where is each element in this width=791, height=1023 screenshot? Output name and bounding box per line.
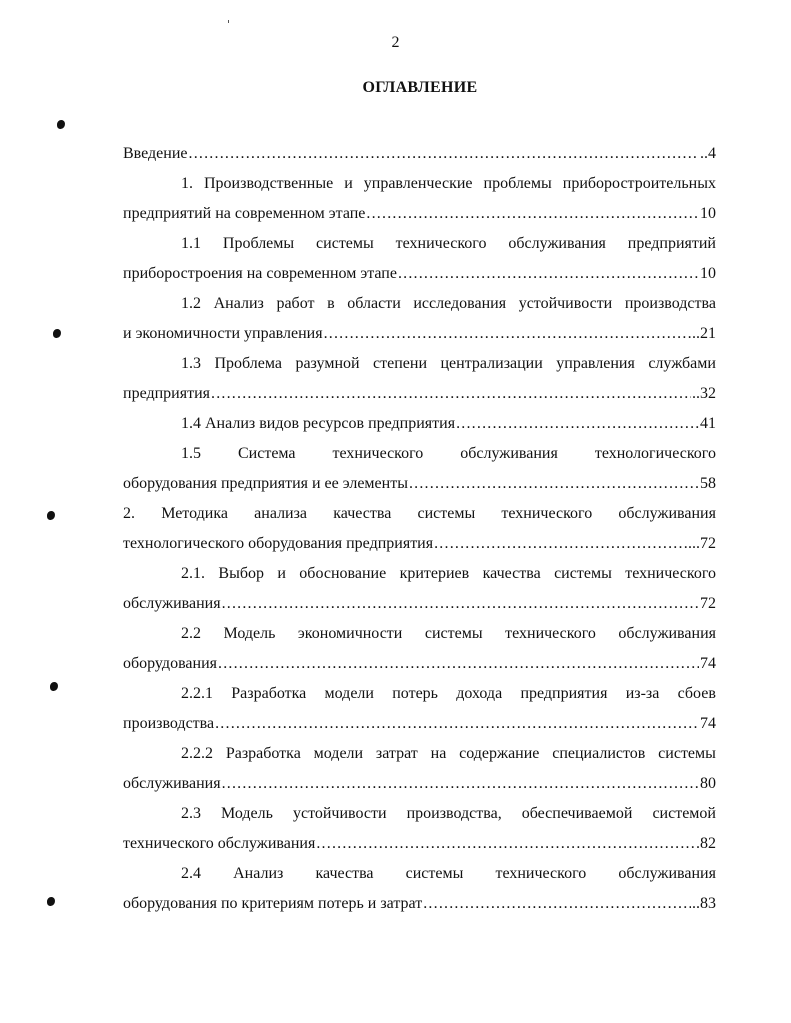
toc-word: в <box>327 295 335 312</box>
toc-word: 2.2.1 <box>181 685 213 702</box>
toc-entry-text: оборудования <box>123 655 217 672</box>
toc-entry[interactable] <box>123 799 716 859</box>
toc-word: технического <box>501 505 593 522</box>
toc-word: потерь <box>392 685 438 702</box>
toc-word: системы <box>554 565 612 582</box>
binding-hole-mark <box>53 329 61 338</box>
binding-hole-mark <box>57 120 65 129</box>
toc-entry-text: технического обслуживания <box>123 835 316 852</box>
toc-line <box>123 619 716 649</box>
toc-entry[interactable] <box>123 859 716 919</box>
toc-word: 1. <box>181 175 193 192</box>
toc-line <box>123 529 716 559</box>
toc-entry[interactable] <box>123 559 716 619</box>
dot-leader <box>218 649 699 679</box>
toc-word: и <box>277 565 286 582</box>
toc-page-number: 82 <box>700 835 716 852</box>
toc-word: системы <box>316 235 374 252</box>
toc-word: службами <box>648 355 716 372</box>
toc-line <box>123 199 716 229</box>
toc-word: технического <box>495 865 587 882</box>
binding-hole-mark <box>50 682 58 691</box>
toc-line <box>123 289 716 319</box>
toc-page-number: 74 <box>700 655 716 672</box>
toc-word: анализа <box>254 505 308 522</box>
toc-word: 1.5 <box>181 445 201 462</box>
dot-leader <box>456 409 699 439</box>
toc-word: Методика <box>161 505 228 522</box>
toc-word: обеспечиваемой <box>521 805 633 822</box>
toc-line <box>123 589 716 619</box>
toc-word: обслуживания <box>618 625 716 642</box>
dot-leader <box>398 259 699 289</box>
toc-word: на <box>430 745 447 762</box>
dot-leader <box>366 199 699 229</box>
toc-entry-text: технологического оборудования предприятия <box>123 535 434 552</box>
toc-word: области <box>347 295 401 312</box>
toc-page-number: ..21 <box>692 325 716 342</box>
toc-page-number: 80 <box>700 775 716 792</box>
toc-word: 2.3 <box>181 805 201 822</box>
scan-speck <box>228 20 229 23</box>
toc-line <box>123 499 716 529</box>
toc-entry[interactable] <box>123 409 716 439</box>
toc-entry[interactable] <box>123 679 716 739</box>
toc-entry-text: предприятия <box>123 385 210 402</box>
toc-line <box>123 439 716 469</box>
toc-page-number: 41 <box>700 415 716 432</box>
binding-hole-mark <box>47 897 55 906</box>
dot-leader <box>409 469 699 499</box>
toc-word: Анализ <box>213 295 264 312</box>
toc-page-number: 74 <box>700 715 716 732</box>
toc-word: обоснование <box>299 565 387 582</box>
toc-line <box>123 319 716 349</box>
toc-word: 1.1 <box>181 235 201 252</box>
toc-word: системы <box>658 745 716 762</box>
toc-word: Разработка <box>225 745 301 762</box>
toc-word: Проблема <box>214 355 282 372</box>
dot-leader <box>423 889 691 919</box>
toc-entry-text: обслуживания <box>123 595 221 612</box>
toc-word: приборостроительных <box>562 175 716 192</box>
toc-word: 1.3 <box>181 355 201 372</box>
toc-line <box>123 469 716 499</box>
toc-line <box>123 379 716 409</box>
toc-line <box>123 859 716 889</box>
toc-word: проблемы <box>483 175 552 192</box>
toc-word: качества <box>333 505 392 522</box>
dot-leader <box>189 139 700 169</box>
toc-line <box>123 409 716 439</box>
toc-line <box>123 709 716 739</box>
toc-word: технического <box>625 565 716 582</box>
toc-word: работ <box>276 295 315 312</box>
page-title: ОГЛАВЛЕНИЕ <box>362 79 478 96</box>
toc-page-number: 10 <box>700 205 716 222</box>
toc-word: технического <box>395 235 487 252</box>
toc-word: предприятий <box>627 235 716 252</box>
toc-word: технического <box>505 625 596 642</box>
toc-word: системы <box>424 625 483 642</box>
toc-word: 2.2 <box>181 625 201 642</box>
toc-word: степени <box>373 355 428 372</box>
toc-line <box>123 169 716 199</box>
toc-entry-text: и экономичности управления <box>123 325 323 342</box>
toc-word: критериев <box>399 565 470 582</box>
toc-line <box>123 259 716 289</box>
table-of-contents <box>123 139 716 919</box>
toc-word: централизации <box>440 355 543 372</box>
dot-leader <box>324 319 691 349</box>
toc-line <box>123 889 716 919</box>
toc-word: управленческие <box>363 175 473 192</box>
toc-word: 1.2 <box>181 295 201 312</box>
toc-word: модели <box>313 745 364 762</box>
dot-leader <box>222 769 699 799</box>
toc-entry-text: обслуживания <box>123 775 221 792</box>
toc-word: 2.1. <box>181 565 205 582</box>
toc-word: качества <box>315 865 374 882</box>
page-number: 2 <box>391 34 400 51</box>
toc-line <box>123 769 716 799</box>
toc-entry[interactable] <box>123 169 716 229</box>
toc-line <box>123 349 716 379</box>
toc-word: системы <box>417 505 476 522</box>
dot-leader <box>434 529 687 559</box>
toc-word: технического <box>332 445 424 462</box>
toc-word: предприятия <box>520 685 608 702</box>
toc-word: Модель <box>221 805 273 822</box>
toc-entry-text: 1.4 Анализ видов ресурсов предприятия <box>181 415 456 432</box>
toc-page-number: 10 <box>700 265 716 282</box>
toc-page-number: ..4 <box>700 145 716 162</box>
toc-entry-text: Введение <box>123 145 188 162</box>
toc-word: обслуживания <box>618 865 716 882</box>
toc-entry[interactable] <box>123 619 716 679</box>
toc-word: Разработка <box>231 685 307 702</box>
toc-entry-text: производства <box>123 715 215 732</box>
toc-page-number: 58 <box>700 475 716 492</box>
toc-word: из-за <box>625 685 660 702</box>
toc-word: технологического <box>594 445 716 462</box>
toc-entry-text: предприятий на современном этапе <box>123 205 366 222</box>
binding-hole-mark <box>47 511 55 520</box>
toc-word: системой <box>652 805 716 822</box>
toc-entry[interactable] <box>123 349 716 409</box>
toc-line <box>123 799 716 829</box>
toc-word: экономичности <box>297 625 403 642</box>
toc-entry[interactable] <box>123 439 716 499</box>
toc-word: Система <box>237 445 296 462</box>
toc-entry-text: приборостроения на современном этапе <box>123 265 397 282</box>
dot-leader <box>215 709 699 739</box>
toc-word: качества <box>482 565 541 582</box>
toc-word: исследования <box>413 295 507 312</box>
toc-word: устойчивости <box>292 805 387 822</box>
toc-word: обслуживания <box>460 445 558 462</box>
dot-leader <box>222 589 699 619</box>
toc-entry-text: оборудования предприятия и ее элементы <box>123 475 408 492</box>
toc-word: затрат <box>375 745 418 762</box>
toc-entry[interactable] <box>123 289 716 349</box>
toc-word: Выбор <box>218 565 264 582</box>
toc-word: Проблемы <box>222 235 295 252</box>
dot-leader <box>316 829 699 859</box>
toc-entry[interactable] <box>123 139 716 169</box>
toc-page-number: ..32 <box>692 385 716 402</box>
toc-word: производства, <box>406 805 502 822</box>
toc-word: производства <box>624 295 716 312</box>
toc-word: 2.4 <box>181 865 201 882</box>
toc-word: дохода <box>456 685 503 702</box>
toc-word: содержание <box>459 745 540 762</box>
toc-word: Анализ <box>233 865 284 882</box>
toc-word: Производственные <box>204 175 334 192</box>
toc-word: Модель <box>223 625 276 642</box>
toc-line <box>123 739 716 769</box>
toc-word: управления <box>556 355 635 372</box>
toc-entry[interactable] <box>123 229 716 289</box>
toc-word: сбоев <box>677 685 716 702</box>
toc-line <box>123 829 716 859</box>
toc-word: обслуживания <box>618 505 716 522</box>
toc-line <box>123 679 716 709</box>
toc-line <box>123 139 716 169</box>
toc-word: системы <box>405 865 464 882</box>
toc-word: 2.2.2 <box>181 745 213 762</box>
toc-entry-text: оборудования по критериям потерь и затрат <box>123 895 423 912</box>
toc-word: специалистов <box>552 745 646 762</box>
toc-line <box>123 649 716 679</box>
toc-page-number: ...72 <box>688 535 716 552</box>
toc-line <box>123 229 716 259</box>
toc-word: разумной <box>295 355 360 372</box>
toc-line <box>123 559 716 589</box>
toc-word: обслуживания <box>508 235 606 252</box>
toc-word: модели <box>324 685 374 702</box>
toc-word: 2. <box>123 505 135 522</box>
toc-page-number: ..83 <box>692 895 716 912</box>
dot-leader <box>211 379 691 409</box>
toc-entry[interactable] <box>123 499 716 559</box>
toc-word: и <box>344 175 353 192</box>
toc-word: устойчивости <box>518 295 613 312</box>
toc-entry[interactable] <box>123 739 716 799</box>
toc-page-number: 72 <box>700 595 716 612</box>
